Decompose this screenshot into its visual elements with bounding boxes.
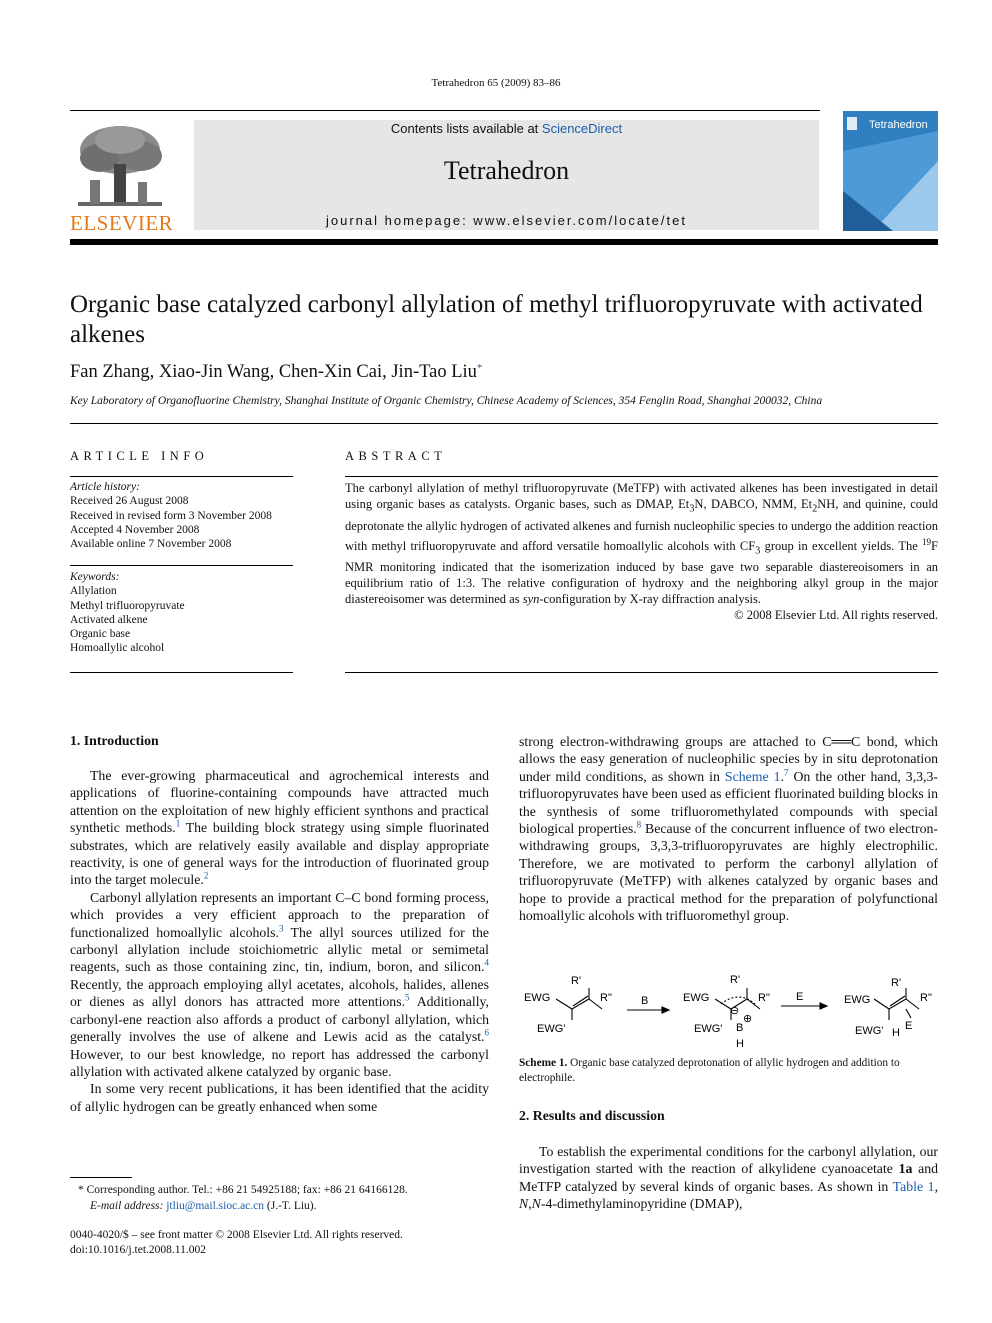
email-owner: (J.-T. Liu). (264, 1200, 317, 1212)
subscript: 2 (812, 503, 818, 515)
info-rule (70, 476, 293, 477)
keyword: Organic base (70, 628, 131, 641)
contents-prefix: Contents lists available at (390, 121, 542, 136)
results-heading: 2. Results and discussion (519, 1108, 665, 1123)
corresponding-mark[interactable]: * (476, 362, 483, 374)
table-link[interactable]: Table 1 (892, 1178, 935, 1194)
scheme-label: EWG (844, 994, 871, 1006)
subscript: 3 (689, 503, 695, 515)
plus-sign: ⊕ (743, 1013, 753, 1025)
keywords (70, 570, 295, 656)
scheme-label: B (641, 995, 649, 1007)
reference-link[interactable]: 1 (175, 818, 181, 829)
received-date: Received 26 August 2008 (70, 495, 189, 508)
doi-line[interactable]: doi:10.1016/j.tet.2008.11.002 (70, 1244, 206, 1256)
email-line (70, 1198, 490, 1214)
subscript: 3 (755, 545, 761, 557)
text: The building block strategy using simple fluorinated substrates, which are relatively easily available and display appropriate reactivity, is one of general ways for the introduction of fluorinated group into the target molecule. (70, 820, 489, 888)
scheme-label: EWG' (537, 1023, 566, 1035)
reference-link[interactable]: 2 (203, 870, 209, 881)
abstract-rule (345, 476, 938, 477)
authors: Fan Zhang, Xiao-Jin Wang, Chen-Xin Cai, Jin-Tao Liu (70, 362, 477, 382)
scheme-label: B (736, 1022, 744, 1034)
journal-cover (843, 111, 938, 231)
header-rule (70, 110, 820, 111)
abstract-rule (345, 672, 938, 673)
body-column-right-bottom (519, 1143, 938, 1213)
email-link[interactable]: jtliu@mail.sioc.ac.cn (166, 1200, 265, 1212)
scheme-1-diagram (519, 968, 938, 1052)
cover-title: Tetrahedron (869, 119, 928, 131)
contents-line (194, 121, 819, 136)
journal-title: Tetrahedron (443, 156, 570, 185)
corresponding-footnote (70, 1182, 490, 1214)
abstract-text (345, 480, 938, 607)
scheme-link[interactable]: Scheme 1 (724, 768, 781, 784)
syn-italic: syn (522, 592, 540, 607)
text: The ever-growing pharmaceutical and agrochemical interests and applications of fluorine-containing compounds have attracted much attention on the exploitation of new highly efficient synthons and practical synthetic methods. (70, 768, 489, 836)
elsevier-wordmark: ELSEVIER (70, 211, 174, 235)
italic-n: N (531, 1196, 541, 1212)
scheme-label: E (796, 991, 804, 1003)
reference-link[interactable]: 6 (484, 1027, 489, 1038)
paragraph (70, 1080, 489, 1115)
reference-link[interactable]: 4 (484, 957, 489, 968)
abstract-part: -configuration by X-ray diffraction analysis. (539, 592, 761, 607)
abstract-part: N, DABCO, NMM, Et (694, 497, 813, 511)
text: , (934, 1178, 939, 1194)
header-thick-rule (70, 239, 938, 245)
affiliation: Key Laboratory of Organofluorine Chemistry, Shanghai Institute of Organic Chemistry, Chinese Academy of Sciences, 354 Fenglin Road, Shanghai 200032, China (70, 395, 823, 407)
scheme-caption-text: Organic base catalyzed deprotonation of allylic hydrogen and addition to electrophile. (519, 1057, 900, 1084)
online-date: Available online 7 November 2008 (70, 538, 232, 551)
reference-link[interactable]: 7 (783, 767, 789, 778)
scheme-label: R' (730, 974, 741, 986)
article-title: Organic base catalyzed carbonyl allylation of methyl trifluoropyruvate with activated alkenes (70, 291, 923, 348)
scheme-label: R" (600, 992, 612, 1004)
keywords-label: Keywords: (70, 571, 120, 583)
footnote-rule (70, 1177, 132, 1178)
scheme-label: H (736, 1038, 744, 1050)
scheme-label: E (905, 1020, 913, 1032)
scheme-caption (519, 1056, 938, 1085)
minus-sign: ⊖ (730, 1005, 740, 1017)
article-history (70, 480, 295, 551)
scheme-label: R' (891, 977, 902, 989)
introduction-heading: 1. Introduction (70, 733, 159, 748)
accepted-date: Accepted 4 November 2008 (70, 523, 200, 536)
text: The allyl sources utilized for the carbonyl allylation include stoichiometric allylic metal or semimetal reagents, such as those containing zinc, tin, indium, boron, and silicon. (70, 924, 489, 975)
text: Carbonyl allylation represents an important C–C bond forming process, which provides a very efficient approach to the preparation of functionalized homoallylic alcohols. (70, 889, 489, 940)
scheme-label: EWG' (694, 1023, 723, 1035)
issn-line: 0040-4020/$ – see front matter © 2008 Elsevier Ltd. All rights reserved. (70, 1229, 403, 1241)
scheme-label: EWG' (855, 1025, 884, 1037)
title-rule (70, 423, 938, 424)
scheme-label: EWG (524, 992, 551, 1004)
compound-label: 1a (898, 1161, 913, 1177)
keyword: Allylation (70, 585, 117, 598)
paragraph (519, 1143, 938, 1213)
text: strong electron-withdrawing groups are attached to C══C bond, which allows the easy generation of nucleophilic species by in situ deprotonation under mild conditions, as shown in (519, 734, 938, 784)
reference-link[interactable]: 5 (405, 992, 410, 1003)
scheme-label: R' (571, 975, 582, 987)
paragraph (70, 767, 489, 889)
keyword: Activated alkene (70, 613, 148, 626)
text: . (780, 768, 784, 784)
text: On the other hand, 3,3,3-trifluoropyruvates have been used as efficient fluorinated building blocks in the synthesis of some trifluoromethylated compounds with special biological properties. (519, 768, 938, 837)
text: -4-dimethylaminopyridine (DMAP), (540, 1196, 743, 1212)
keyword: Homoallylic alcohol (70, 642, 165, 655)
email-label: E-mail address: (90, 1200, 164, 1212)
text: Additionally, carbonyl-ene reaction also affords a product of carbonyl allylation, which generally involves the use of alkene and Lewis acid as the catalyst. (70, 994, 489, 1045)
text: Because of the concurrent influence of two electron-withdrawing groups, 3,3,3-trifluoropyruvates are highly electrophilic. Therefore, we are motivated to perform the carbonyl allylation of trifluoropyruvate (MeTFP) with alkenes catalyzed by organic bases and hope to provide a practical method for the preparation of polyfunctional homoallylic alcohols with trifluoromethyl group. (519, 821, 938, 924)
journal-homepage[interactable]: journal homepage: www.elsevier.com/locate/tet (326, 213, 687, 228)
italic-n: N (519, 1196, 529, 1212)
abstract-part: The carbonyl allylation of methyl trifluoropyruvate (MeTFP) with activated alkenes has been investigated in detail using organic bases as catalysts. Organic bases, such as DMAP, Et (345, 481, 938, 511)
text: , (528, 1196, 532, 1212)
scheme-caption-label: Scheme 1. (519, 1057, 568, 1069)
text: However, to our best knowledge, no report has addressed the carbonyl allylation with activated alkene catalyzed by organic base. (70, 1046, 489, 1079)
text: Recently, the approach employing allyl acetates, alcohols, halides, allenes or dienes as allyl donors has attracted more attentions. (70, 976, 489, 1010)
abstract-part: group in excellent yields. The (760, 538, 923, 553)
article-info-heading: ARTICLE INFO (70, 449, 209, 463)
scheme-label: R" (920, 992, 932, 1004)
reference-link[interactable]: 3 (278, 923, 284, 934)
superscript: 19 (922, 536, 932, 547)
author-list (70, 362, 482, 383)
abstract-part: NH, and quinine, could deprotonate the allylic hydrogen of activated alkenes and furnish nucleophilic species to undergo the addition reaction with methyl trifluoropyruvate and afford versatile homoallylic alcohols with CF (345, 497, 938, 553)
corresponding-author: * Corresponding author. Tel.: +86 21 54925188; fax: +86 21 64166128. (78, 1184, 408, 1196)
body-column-right-top (519, 733, 938, 924)
abstract-heading: ABSTRACT (345, 449, 447, 463)
body-column-left (70, 767, 489, 1115)
history-label: Article history: (70, 481, 140, 493)
front-matter (70, 1228, 490, 1258)
info-rule (70, 565, 293, 566)
reference-link[interactable]: 8 (636, 819, 642, 830)
abstract-part: F NMR monitoring indicated that the isomerization induced by base gave two separable diastereoisomers in an equilibrium ratio of 1:3. The relative configuration of hydroxy and the neighboring alkyl group in the major diastereoisomer was determined as (345, 538, 938, 607)
paragraph (70, 889, 489, 1080)
scheme-label: R" (758, 992, 770, 1004)
journal-citation: Tetrahedron 65 (2009) 83–86 (431, 77, 561, 89)
text: and MeTFP catalyzed by several kinds of organic bases. As shown in (519, 1161, 938, 1194)
sciencedirect-link[interactable]: ScienceDirect (541, 121, 623, 136)
revised-date: Received in revised form 3 November 2008 (70, 509, 272, 522)
text: In some very recent publications, it has been identified that the acidity of allylic hydrogen can be greatly enhanced when some (70, 1081, 489, 1114)
text: To establish the experimental conditions for the carbonyl allylation, our investigation started with the reaction of alkylidene cyanoacetate (519, 1144, 938, 1177)
keyword: Methyl trifluoropyruvate (70, 599, 185, 612)
info-rule (70, 672, 293, 673)
copyright-notice: © 2008 Elsevier Ltd. All rights reserved. (734, 608, 938, 622)
scheme-label: H (892, 1027, 900, 1039)
scheme-label: EWG (683, 992, 710, 1004)
